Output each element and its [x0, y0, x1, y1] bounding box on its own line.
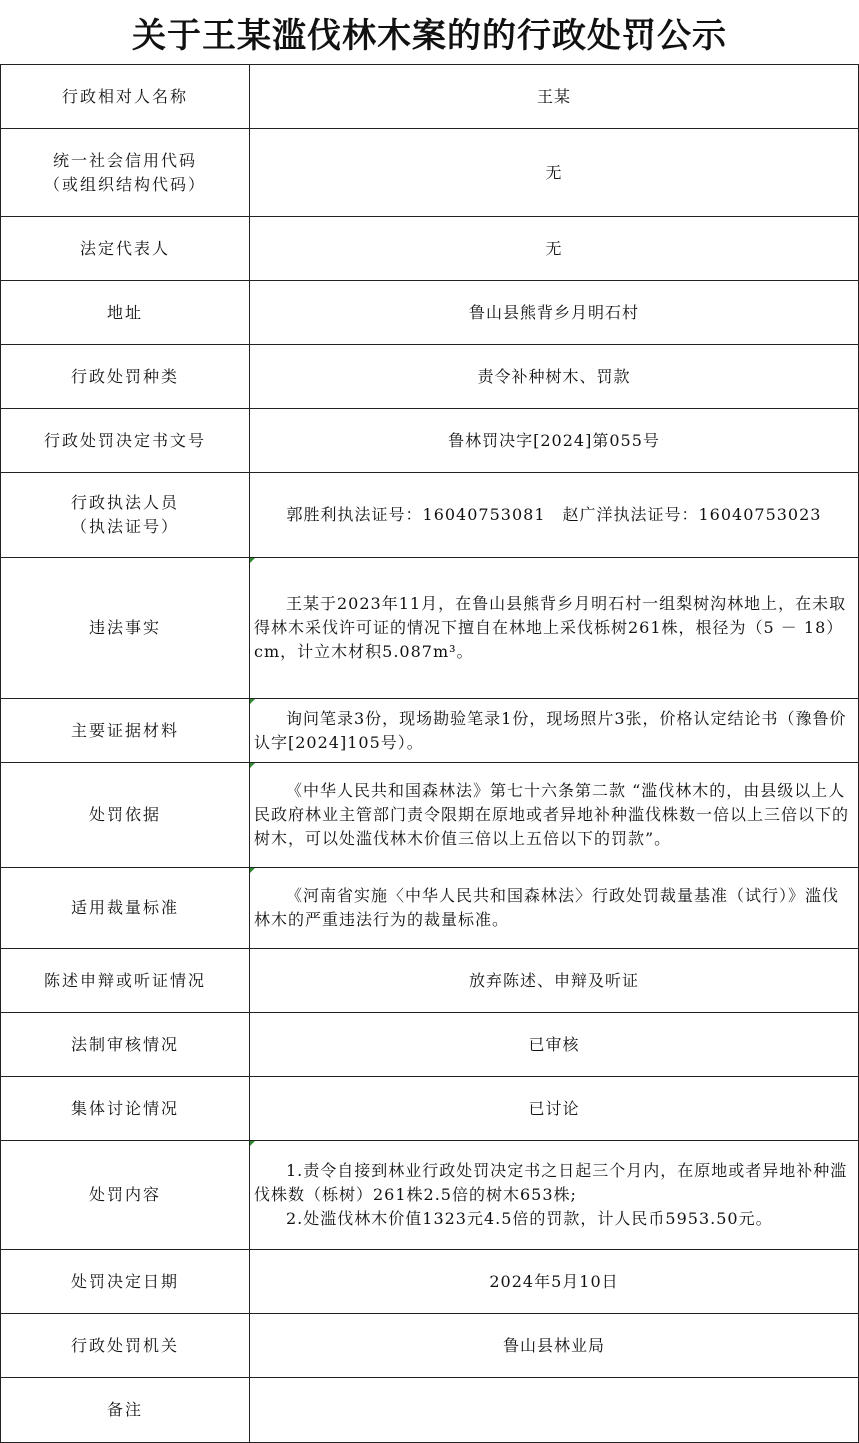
value-decision-date: 2024年5月10日	[250, 1250, 859, 1314]
row-remarks	[1, 1378, 859, 1443]
label-evidence: 主要证据材料	[1, 699, 250, 763]
label-legal-rep: 法定代表人	[1, 217, 250, 281]
value-facts: 王某于2023年11月，在鲁山县熊背乡月明石村一组梨树沟林地上，在未取得林木采伐许可证的情况下擅自在林地上采伐栎树261株，根径为（5 － 18）cm，计立木材积5.087m³。	[250, 558, 859, 699]
row-hearing	[1, 949, 859, 1013]
row-credit-code	[1, 129, 859, 217]
label-hearing: 陈述申辩或听证情况	[1, 949, 250, 1013]
label-officers: 行政执法人员 （执法证号）	[1, 473, 250, 558]
row-decision-number	[1, 409, 859, 473]
value-address: 鲁山县熊背乡月明石村	[250, 281, 859, 345]
label-collective-discussion: 集体讨论情况	[1, 1077, 250, 1141]
row-address	[1, 281, 859, 345]
label-legal-review: 法制审核情况	[1, 1013, 250, 1077]
label-remarks: 备注	[1, 1378, 250, 1443]
value-decision-number: 鲁林罚决字[2024]第055号	[250, 409, 859, 473]
row-officers	[1, 473, 859, 558]
label-authority: 行政处罚机关	[1, 1314, 250, 1378]
label-penalty-type: 行政处罚种类	[1, 345, 250, 409]
label-party-name: 行政相对人名称	[1, 65, 250, 129]
value-authority: 鲁山县林业局	[250, 1314, 859, 1378]
label-decision-number: 行政处罚决定书文号	[1, 409, 250, 473]
value-penalty-type: 责令补种树木、罚款	[250, 345, 859, 409]
value-party-name: 王某	[250, 65, 859, 129]
value-legal-rep: 无	[250, 217, 859, 281]
row-legal-review	[1, 1013, 859, 1077]
value-credit-code: 无	[250, 129, 859, 217]
value-legal-review: 已审核	[250, 1013, 859, 1077]
penalty-table	[0, 64, 859, 1443]
label-address: 地址	[1, 281, 250, 345]
row-authority	[1, 1314, 859, 1378]
value-evidence: 询问笔录3份，现场勘验笔录1份，现场照片3张，价格认定结论书（豫鲁价认字[2024]105号）。	[250, 699, 859, 763]
value-officers: 郭胜利执法证号：16040753081 赵广洋执法证号：16040753023	[250, 473, 859, 558]
value-penalty-content: 1.责令自接到林业行政处罚决定书之日起三个月内，在原地或者异地补种滥伐株数（栎树）261株2.5倍的树木653株; 2.处滥伐林木价值1323元4.5倍的罚款，计人民币5953.50元。	[250, 1141, 859, 1250]
row-collective-discussion	[1, 1077, 859, 1141]
row-evidence	[1, 699, 859, 763]
value-remarks	[250, 1378, 859, 1443]
label-credit-code: 统一社会信用代码 （或组织结构代码）	[1, 129, 250, 217]
value-legal-basis: 《中华人民共和国森林法》第七十六条第二款 “滥伐林木的，由县级以上人民政府林业主管部门责令限期在原地或者异地补种滥伐株数一倍以上三倍以下的树木，可以处滥伐林木价值三倍以上五倍以下的罚款”。	[250, 763, 859, 868]
value-hearing: 放弃陈述、申辩及听证	[250, 949, 859, 1013]
row-legal-basis	[1, 763, 859, 868]
label-discretion-standard: 适用裁量标准	[1, 868, 250, 949]
row-penalty-type	[1, 345, 859, 409]
label-legal-basis: 处罚依据	[1, 763, 250, 868]
row-decision-date	[1, 1250, 859, 1314]
row-legal-rep	[1, 217, 859, 281]
label-decision-date: 处罚决定日期	[1, 1250, 250, 1314]
row-penalty-content	[1, 1141, 859, 1250]
value-discretion-standard: 《河南省实施〈中华人民共和国森林法〉行政处罚裁量基准（试行）》滥伐林木的严重违法行为的裁量标准。	[250, 868, 859, 949]
label-facts: 违法事实	[1, 558, 250, 699]
value-collective-discussion: 已讨论	[250, 1077, 859, 1141]
row-facts	[1, 558, 859, 699]
row-discretion-standard	[1, 868, 859, 949]
page-title: 关于王某滥伐林木案的的行政处罚公示	[132, 15, 727, 56]
label-penalty-content: 处罚内容	[1, 1141, 250, 1250]
row-party-name	[1, 65, 859, 129]
